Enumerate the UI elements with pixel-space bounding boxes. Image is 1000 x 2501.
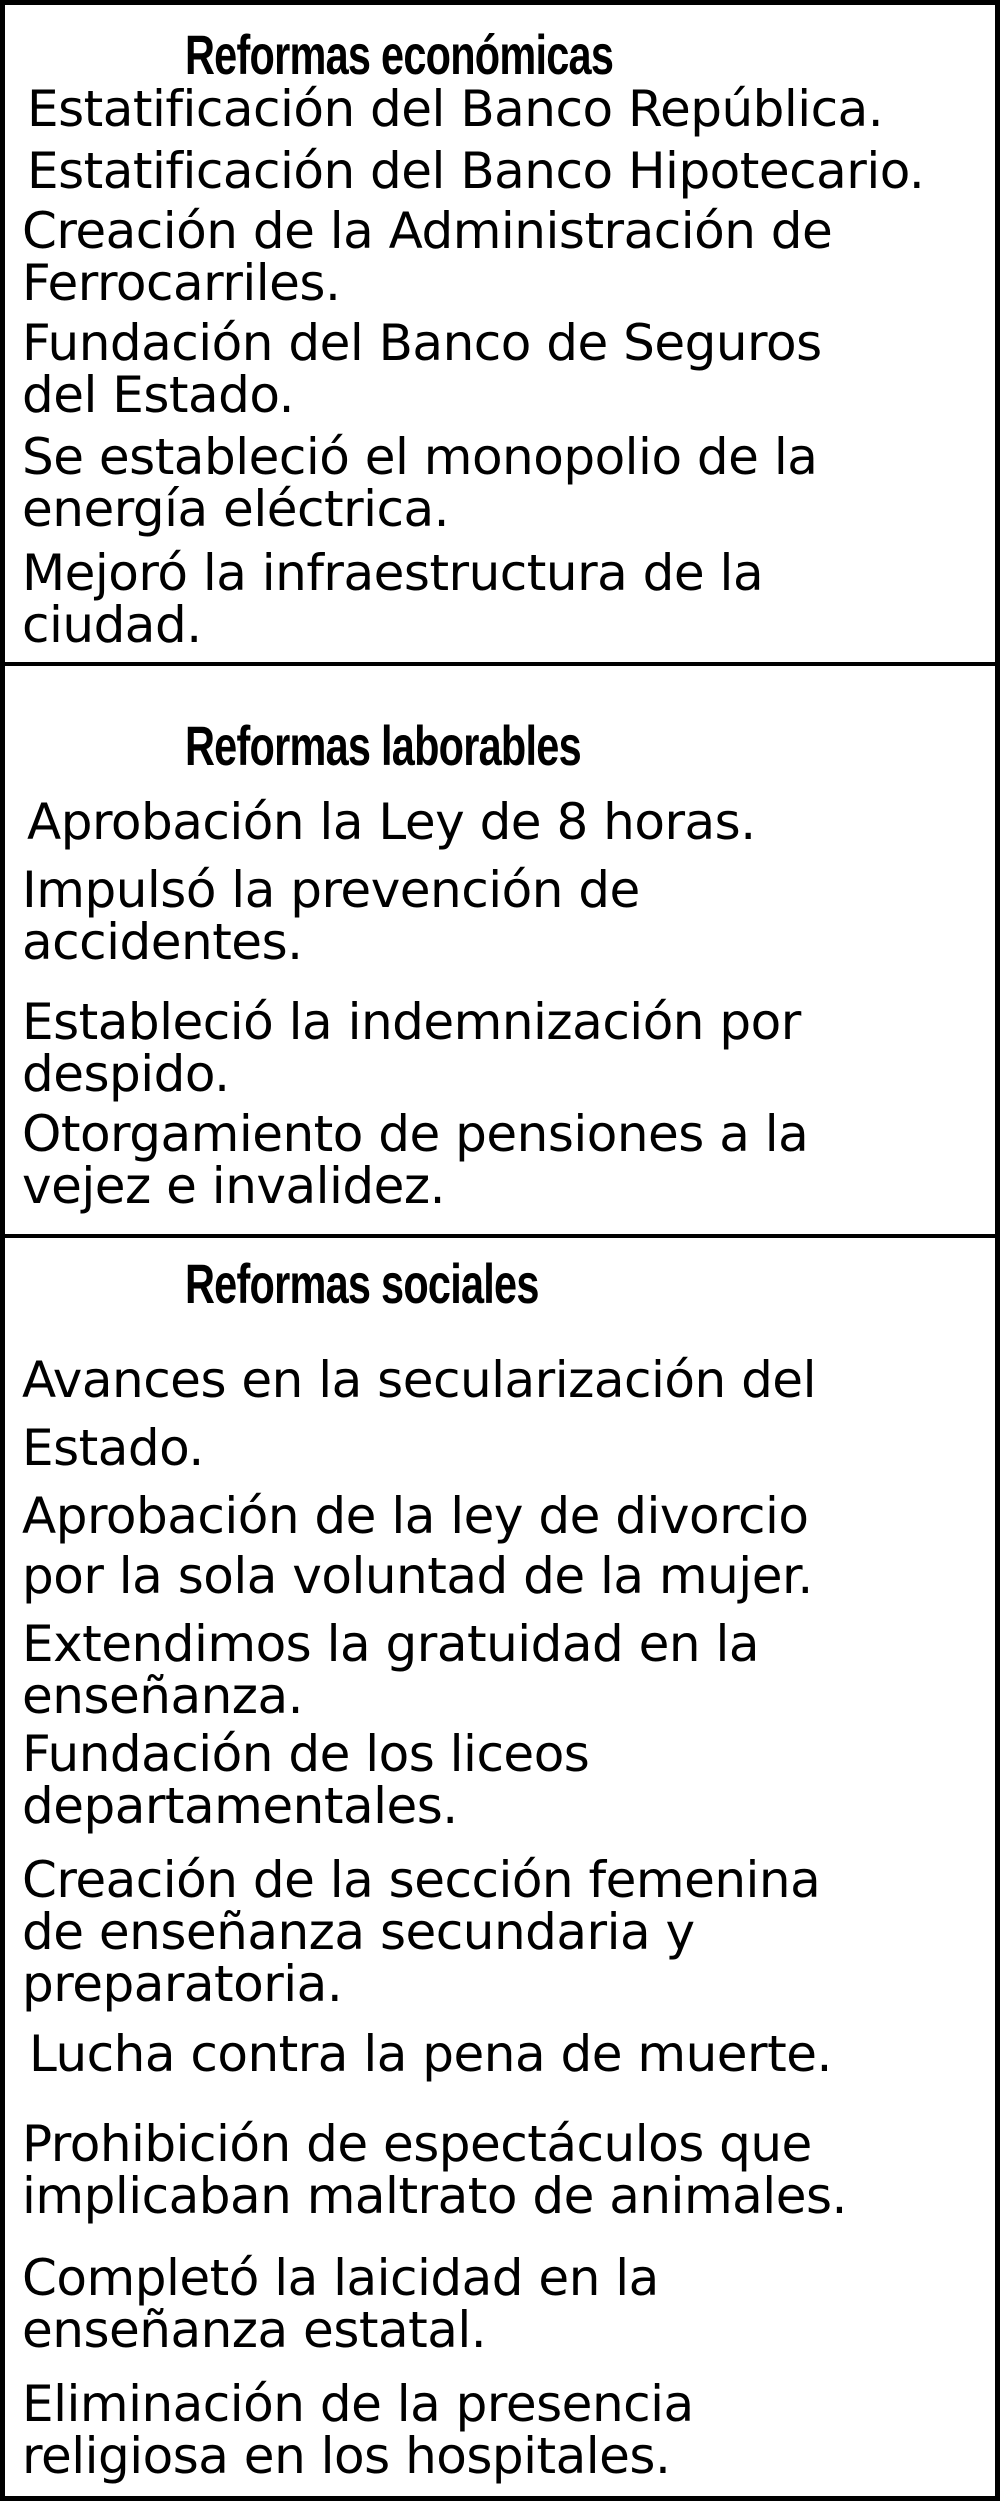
section-title: Reformas laborables: [185, 714, 581, 777]
list-item: [29, 2025, 832, 2083]
item-line: vejez e invalidez.: [22, 1157, 446, 1215]
item-line: Estatificación del Banco República.: [27, 80, 884, 138]
list-item: [22, 314, 822, 424]
section-labor-reforms: [5, 666, 995, 1234]
list-item: [22, 544, 764, 654]
item-line: Eliminación de la presencia: [22, 2375, 694, 2433]
section-social-reforms: [5, 1238, 995, 2496]
item-line: Mejoró la infraestructura de la: [22, 544, 764, 602]
list-item: [27, 793, 756, 851]
item-line: de enseñanza secundaria y: [22, 1903, 695, 1961]
item-line: Otorgamiento de pensiones a la: [22, 1105, 809, 1163]
item-line: religiosa en los hospitales.: [22, 2427, 671, 2485]
item-line: del Estado.: [22, 366, 295, 424]
item-line: Completó la laicidad en la: [22, 2249, 659, 2307]
list-item: [27, 142, 925, 200]
item-line: Ferrocarriles.: [22, 254, 341, 312]
item-line: energía eléctrica.: [22, 480, 450, 538]
item-line: Avances en la secularización del: [22, 1351, 816, 1409]
item-line: ciudad.: [22, 596, 202, 654]
section-title: Reformas sociales: [185, 1252, 539, 1315]
item-line: Aprobación de la ley de divorcio: [22, 1487, 809, 1545]
section-title: Reformas económicas: [185, 23, 614, 86]
item-line: Extendimos la gratuidad en la: [22, 1615, 760, 1673]
item-line: Aprobación la Ley de 8 horas.: [27, 793, 756, 851]
list-item: [22, 2115, 847, 2225]
list-item: [22, 993, 801, 1103]
item-line: Se estableció el monopolio de la: [22, 428, 818, 486]
list-item: [27, 80, 884, 138]
item-line: departamentales.: [22, 1777, 458, 1835]
list-item: [22, 1105, 809, 1215]
item-line: Lucha contra la pena de muerte.: [29, 2025, 832, 2083]
item-line: Estado.: [22, 1419, 204, 1477]
item-line: Prohibición de espectáculos que: [22, 2115, 812, 2173]
list-item: [22, 1615, 760, 1725]
item-line: Fundación del Banco de Seguros: [22, 314, 822, 372]
list-item: [22, 2375, 694, 2485]
item-line: Impulsó la prevención de: [22, 861, 640, 919]
item-line: por la sola voluntad de la mujer.: [22, 1547, 813, 1605]
list-item: [22, 861, 640, 971]
item-line: Estatificación del Banco Hipotecario.: [27, 142, 925, 200]
item-line: Creación de la sección femenina: [22, 1851, 821, 1909]
list-item: [22, 202, 833, 312]
list-item: [22, 2249, 659, 2359]
list-item: [22, 1346, 816, 1482]
item-line: enseñanza estatal.: [22, 2301, 487, 2359]
item-line: enseñanza.: [22, 1667, 304, 1725]
item-line: Creación de la Administración de: [22, 202, 833, 260]
item-line: Fundación de los liceos: [22, 1725, 590, 1783]
list-item: [22, 1725, 590, 1835]
item-line: accidentes.: [22, 913, 303, 971]
list-item: [22, 1851, 821, 2013]
list-item: [22, 1486, 813, 1606]
item-line: despido.: [22, 1045, 230, 1103]
section-economic-reforms: [5, 5, 995, 662]
list-item: [22, 428, 818, 538]
item-line: preparatoria.: [22, 1955, 343, 2013]
item-line: Estableció la indemnización por: [22, 993, 801, 1051]
item-line: implicaban maltrato de animales.: [22, 2167, 847, 2225]
